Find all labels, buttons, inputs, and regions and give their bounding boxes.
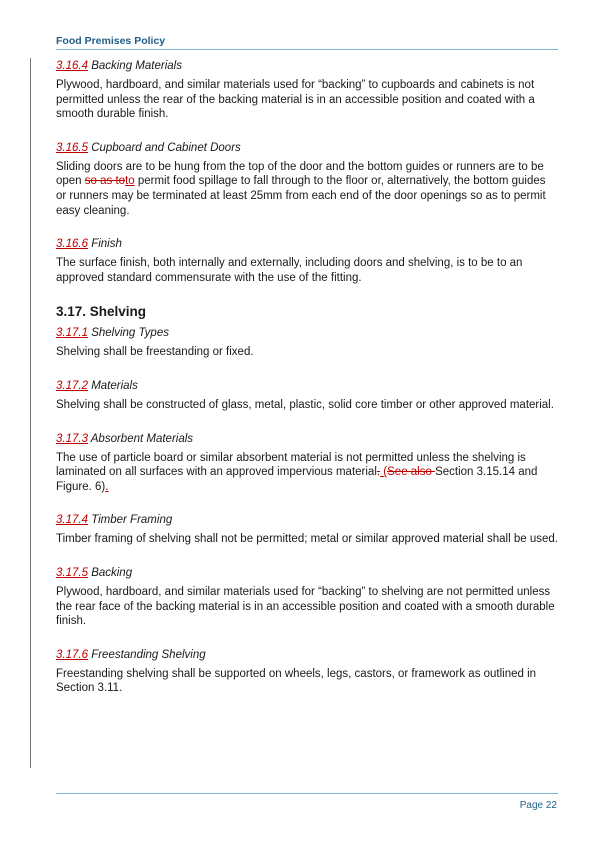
body-text: Sliding doors are to be hung from the top of the door and the bottom guides or runners are to be open	[56, 160, 544, 188]
subsection-heading	[56, 378, 558, 394]
tracked-deletion: See also	[387, 466, 436, 479]
subsection-body: Freestanding shelving shall be supported on wheels, legs, castors, or framework as outlined in Section 3.11.	[56, 667, 537, 695]
footer-divider	[56, 793, 558, 794]
tracked-deletion: so as to	[84, 175, 126, 188]
tracked-insertion: to	[125, 175, 135, 188]
section-3-17-4	[56, 512, 558, 547]
subsection-title: Cupboard and Cabinet Doors	[91, 141, 241, 154]
tracked-insertion: .	[105, 480, 109, 493]
section-3-17-2	[56, 378, 558, 413]
tracked-deletion: .	[376, 466, 381, 479]
subsection-body: Shelving shall be constructed of glass, metal, plastic, solid core timber or other approved material.	[56, 398, 554, 411]
change-bar	[30, 58, 31, 768]
section-3-16-6	[56, 236, 558, 285]
subsection-number: 3.17.6	[56, 648, 88, 661]
subsection-title: Finish	[91, 238, 122, 251]
subsection-heading	[56, 647, 558, 663]
subsection-body: Plywood, hardboard, and similar materials used for “backing” to shelving are not permitted unless the rear face of the backing material is in an accessible position and coated with a smooth durable finish.	[56, 585, 555, 628]
subsection-body: The surface finish, both internally and externally, including doors and shelving, is to be to an approved standard commensurate with the use of the fitting.	[56, 257, 523, 284]
section-3-16-5	[56, 140, 558, 218]
subsection-number: 3.17.1	[56, 327, 88, 340]
document-header-title: Food Premises Policy	[56, 35, 166, 47]
subsection-number: 3.17.3	[56, 432, 88, 445]
subsection-number: 3.17.4	[56, 514, 88, 527]
page-number: Page 22	[519, 800, 557, 811]
subsection-body	[56, 160, 558, 218]
tracked-insertion: (	[380, 466, 388, 479]
subsection-number: 3.17.5	[56, 566, 88, 579]
subsection-title: Absorbent Materials	[90, 432, 194, 445]
section-3-17-6	[56, 647, 558, 696]
subsection-title: Freestanding Shelving	[91, 648, 206, 661]
subsection-body: Plywood, hardboard, and similar materials used for “backing” to cupboards and cabinets is not permitted unless the rear of the backing material is in an accessible position and coated with a smooth durable finish.	[56, 79, 535, 121]
body-text: The use of particle board or similar absorbent material is not permitted unless the shelving is laminated on all surfaces with an approved impervious material	[56, 451, 526, 479]
section-3-17-1	[56, 325, 558, 360]
body-text: permit food spillage to fall through to the floor or, alternatively, the bottom guides or runners may be terminated at least 25mm from each end of the door openings so as to permit easy cleaning.	[56, 175, 546, 217]
subsection-title: Shelving Types	[91, 327, 169, 340]
subsection-title: Materials	[91, 379, 138, 392]
subsection-number: 3.17.2	[56, 379, 88, 392]
subsection-heading	[56, 431, 558, 447]
subsection-heading	[56, 236, 558, 252]
subsection-heading	[56, 512, 558, 528]
subsection-body	[56, 451, 558, 495]
header-divider	[56, 49, 558, 50]
page-content	[56, 58, 558, 714]
subsection-number: 3.16.4	[56, 60, 88, 72]
subsection-heading	[56, 565, 558, 581]
subsection-heading	[56, 140, 558, 156]
body-text: Section 3.15.14 and Figure. 6)	[56, 466, 538, 493]
subsection-title: Backing Materials	[91, 60, 182, 72]
subsection-number: 3.16.5	[56, 141, 88, 154]
section-heading-shelving: 3.17. Shelving	[56, 304, 147, 320]
subsection-body: Timber framing of shelving shall not be permitted; metal or similar approved material shall be used.	[56, 533, 558, 546]
subsection-title: Backing	[91, 566, 133, 579]
subsection-body: Shelving shall be freestanding or fixed.	[56, 346, 254, 359]
subsection-heading	[56, 325, 558, 341]
subsection-heading	[56, 58, 558, 74]
subsection-title: Timber Framing	[91, 514, 173, 527]
section-3-16-4	[56, 58, 558, 122]
section-3-17-5	[56, 565, 558, 629]
section-3-17-3	[56, 431, 558, 495]
subsection-number: 3.16.6	[56, 238, 88, 251]
